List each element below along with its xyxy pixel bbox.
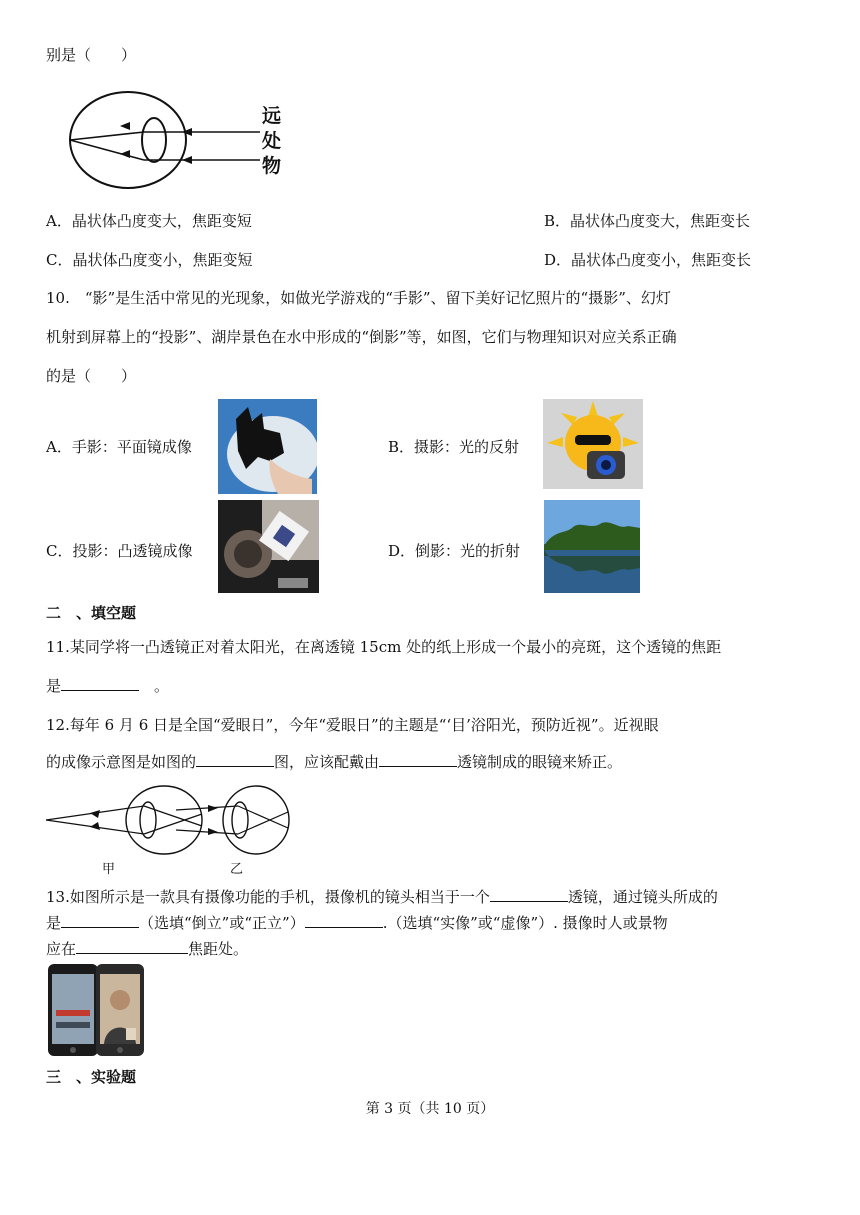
q12-stem-line1: 12.每年 6 月 6 日是全国“爱眼日”，今年“爱眼日”的主题是“‘目’浴阳光，预防近视”。近视眼 <box>46 716 659 734</box>
q13-stem-line1 <box>46 886 718 907</box>
sun-camera-image <box>543 399 643 489</box>
projector-image <box>218 500 319 593</box>
q11-prefix: 是 <box>46 677 62 695</box>
q10-stem-line2: 机射到屏幕上的“投影”、湖岸景色在水中形成的“倒影”等，如图，它们与物理知识对应关系正确 <box>46 328 677 346</box>
q13-text-pre3: 应在 <box>46 940 77 958</box>
q13-text-post3: 焦距处。 <box>188 940 249 958</box>
q11-answer-blank[interactable] <box>61 676 139 691</box>
q13-text-c: .（选填“实像”或“虚像”）. 摄像时人或景物 <box>382 914 668 932</box>
q10-option-c[interactable]: C．投影：凸透镜成像 <box>46 542 193 560</box>
q12-answer-blank-2[interactable] <box>379 752 457 767</box>
q12-stem-line2 <box>46 751 622 772</box>
q13-text-a: 是 <box>46 914 62 932</box>
q9-figure-label: 远处物 <box>262 105 282 177</box>
q9-option-c[interactable]: C．晶状体凸度变小，焦距变短 <box>46 251 253 269</box>
q13-text-pre: 13.如图所示是一款具有摄像功能的手机，摄像机的镜头相当于一个 <box>46 888 490 906</box>
q9-option-d[interactable]: D．晶状体凸度变小，焦距变长 <box>544 251 752 269</box>
phone-image <box>46 962 146 1058</box>
q13-answer-blank-2[interactable] <box>61 913 139 928</box>
hand-shadow-image <box>218 399 317 494</box>
q10-stem-line1: 10. “影”是生活中常见的光现象，如做光学游戏的“手影”、留下美好记忆照片的“摄影”、幻灯 <box>46 289 671 307</box>
section-experiment-title: 三 、实验题 <box>46 1068 137 1086</box>
q10-option-a[interactable]: A．手影：平面镜成像 <box>46 438 192 456</box>
q13-stem-line2 <box>46 912 668 933</box>
q12-answer-blank-1[interactable] <box>196 752 274 767</box>
q12-eye-diagrams <box>44 782 294 862</box>
q9-option-a[interactable]: A．晶状体凸度变大，焦距变短 <box>46 212 252 230</box>
q13-stem-line3 <box>46 938 248 959</box>
q11-suffix: 。 <box>139 677 170 695</box>
q10-stem-line3: 的是（ ） <box>46 367 137 385</box>
q12-label-yi: 乙 <box>230 862 244 877</box>
q12-text-a: 的成像示意图是如图的 <box>46 753 197 771</box>
q10-option-d[interactable]: D．倒影：光的折射 <box>388 542 521 560</box>
q11-stem-line2 <box>46 675 169 696</box>
q10-option-b[interactable]: B．摄影：光的反射 <box>388 438 520 456</box>
section-fill-blank-title: 二 、填空题 <box>46 604 137 622</box>
q13-text-b: （选填“倒立”或“正立”） <box>139 914 305 932</box>
lake-reflection-image <box>544 500 640 593</box>
q9-stem-tail: 别是（ ） <box>46 46 137 64</box>
q13-answer-blank-1[interactable] <box>490 887 568 902</box>
q13-answer-blank-4[interactable] <box>76 939 188 954</box>
q12-text-c: 透镜制成的眼镜来矫正。 <box>457 753 623 771</box>
q13-text-post: 透镜，通过镜头所成的 <box>567 888 718 906</box>
q12-text-b: 图，应该配戴由 <box>274 753 380 771</box>
q9-option-b[interactable]: B．晶状体凸度变大，焦距变长 <box>544 212 751 230</box>
q13-answer-blank-3[interactable] <box>305 913 383 928</box>
q11-stem-line1: 11.某同学将一凸透镜正对着太阳光，在离透镜 15cm 处的纸上形成一个最小的亮斑，这个透镜的焦距 <box>46 638 722 656</box>
q12-label-jia: 甲 <box>102 862 116 877</box>
page-footer: 第 3 页（共 10 页） <box>365 1101 495 1117</box>
